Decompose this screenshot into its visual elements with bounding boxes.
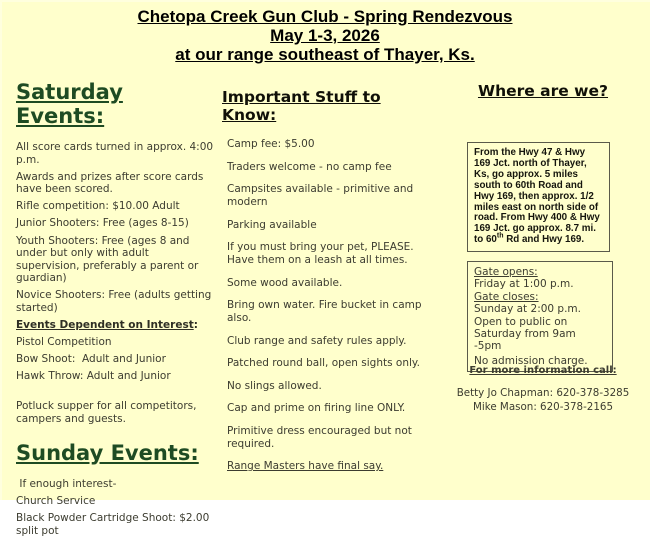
sunday-event-item: If enough interest- [16, 478, 117, 491]
saturday-events-heading: Saturday Events: [16, 80, 123, 128]
important-info-heading: Important Stuff to Know: [222, 88, 381, 124]
title-line-1: Chetopa Creek Gun Club - Spring Rendezvous [137, 7, 513, 26]
important-info-item: Traders welcome - no camp fee [227, 160, 392, 173]
important-info-item: Primitive dress encouraged but not required. [227, 424, 416, 450]
important-info-item: Parking available [227, 218, 317, 231]
contact-mike: Mike Mason: 620-378-2165 [472, 400, 614, 413]
potluck-note: Potluck supper for all competitors, campers and guests. [16, 400, 200, 425]
public-hours-line-2: Saturday from 9am -5pm [474, 328, 576, 353]
saturday-event-item: Junior Shooters: Free (ages 8-15) [16, 217, 189, 230]
where-heading: Where are we? [477, 82, 609, 100]
important-info-item: No slings allowed. [227, 379, 322, 392]
important-info-item: Cap and prime on firing line ONLY. [227, 402, 406, 414]
interest-item: Bow Shoot: Adult and Junior [16, 353, 166, 366]
gate-closes-value: Sunday at 2:00 p.m. [474, 303, 581, 316]
admission-note: No admission charge. [474, 354, 588, 367]
directions-box [467, 142, 610, 252]
contact-betty: Betty Jo Chapman: 620-378-3285 [456, 387, 630, 399]
important-info-item: Bring own water. Fire bucket in camp also. [227, 299, 425, 324]
title-line-3: at our range southeast of Thayer, Ks. [175, 45, 475, 64]
saturday-event-item: All score cards turned in approx. 4:00 p.m. [16, 141, 217, 166]
interest-heading-text: Events Dependent on Interest [16, 319, 194, 332]
interest-item: Pistol Competition [16, 336, 112, 349]
saturday-events-section [16, 80, 217, 542]
interest-heading [16, 319, 214, 332]
sunday-event-item: Black Powder Cartridge Shoot: $2.00 split pot [16, 512, 213, 537]
important-info-item: Patched round ball, open sights only. [227, 357, 420, 369]
important-info-item: Campsites available - primitive and modern [227, 183, 417, 208]
contact-section [445, 365, 641, 414]
where-section [445, 82, 641, 110]
important-info-item: Camp fee: $5.00 [227, 138, 315, 150]
saturday-event-item: Awards and prizes after score cards have been scored. [16, 170, 207, 196]
info-call-heading: For more information call: [469, 365, 617, 376]
sunday-events-heading: Sunday Events: [16, 441, 199, 466]
sunday-event-item: Church Service [16, 495, 96, 508]
important-info-item: Club range and safety rules apply. [227, 334, 407, 347]
gate-closes-label: Gate closes: [474, 290, 539, 303]
saturday-event-item: Novice Shooters: Free (adults getting started) [16, 289, 215, 315]
important-info-section [222, 88, 424, 483]
important-info-item: If you must bring your pet, PLEASE. Have them on a leash at all times. [227, 241, 417, 266]
title-line-2: May 1-3, 2026 [270, 26, 380, 45]
directions-text: From the Hwy 47 & Hwy 169 Jct. north of Thayer, Ks, go approx. 5 miles south to 60th Road and Hwy 169, then approx. 1/2 miles east on north side of road. From Hwy 400 & Hwy 169 Jct. go approx. 8.7 mi. to 60 [474, 147, 600, 246]
interest-item: Hawk Throw: Adult and Junior [16, 370, 171, 383]
important-info-item: Some wood available. [227, 276, 343, 289]
gates-box [467, 261, 613, 372]
saturday-event-item: Youth Shooters: Free (ages 8 and under but only with adult supervision, preferably a parent or guardian) [16, 234, 202, 285]
directions-superscript: th [496, 232, 504, 240]
public-hours-line-1: Open to public on [474, 315, 568, 328]
saturday-event-item: Rifle competition: $10.00 Adult [16, 200, 180, 213]
range-masters-note: Range Masters have final say. [227, 460, 384, 472]
gate-opens-label: Gate opens: [474, 266, 538, 278]
directions-text-end: Rd and Hwy 169. [503, 234, 585, 246]
interest-heading-colon: : [193, 319, 198, 332]
gate-opens-value: Friday at 1:00 p.m. [474, 278, 574, 291]
flyer-title [0, 7, 650, 64]
